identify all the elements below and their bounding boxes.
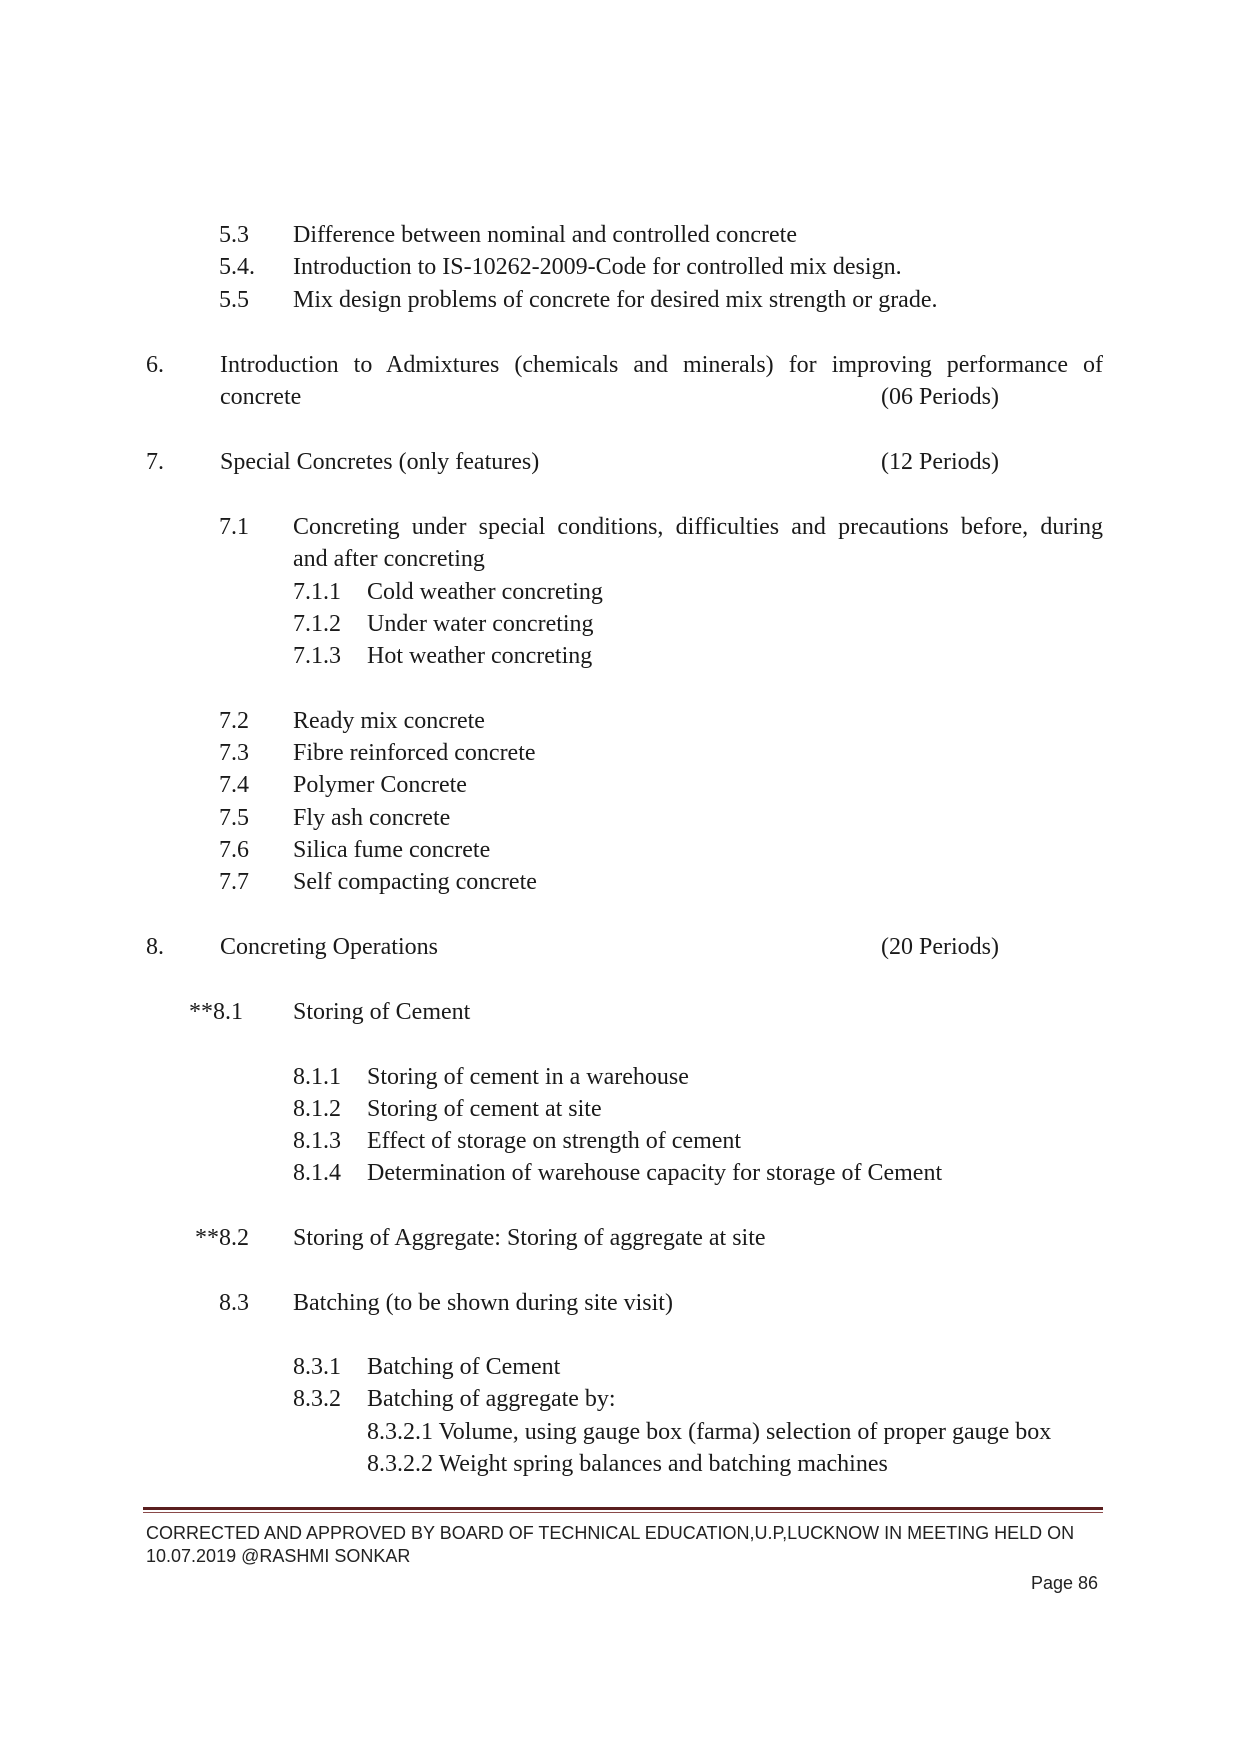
item-text: Fly ash concrete bbox=[293, 805, 451, 831]
subitem-number: 8.1.4 bbox=[293, 1160, 341, 1186]
section-number: 8. bbox=[146, 934, 164, 960]
item-number: 8.3 bbox=[219, 1290, 249, 1316]
item-number: **8.1 bbox=[189, 999, 243, 1025]
subitem-number: 8.1.1 bbox=[293, 1064, 341, 1090]
subitem-number: 7.1.2 bbox=[293, 611, 341, 637]
item-number: 7.2 bbox=[219, 708, 249, 734]
footer-approval-date: 10.07.2019 @RASHMI SONKAR bbox=[146, 1546, 411, 1566]
item-number: 7.4 bbox=[219, 772, 249, 798]
item-text: Batching (to be shown during site visit) bbox=[293, 1290, 673, 1316]
item-text: Concreting under special conditions, difficulties and precautions before, during bbox=[293, 514, 1103, 540]
footer-divider bbox=[143, 1507, 1103, 1510]
section-periods: (20 Periods) bbox=[881, 934, 999, 960]
item-text: Storing of Aggregate: Storing of aggregate at site bbox=[293, 1225, 766, 1251]
page-number: Page 86 bbox=[1031, 1573, 1099, 1593]
subitem-number: 8.1.2 bbox=[293, 1096, 341, 1122]
item-text: Polymer Concrete bbox=[293, 772, 467, 798]
subitem-text: Batching of aggregate by: bbox=[367, 1386, 616, 1412]
item-text: Self compacting concrete bbox=[293, 869, 537, 895]
subitem-number: 8.3.2 bbox=[293, 1386, 341, 1412]
subitem-number: 8.3.1 bbox=[293, 1354, 341, 1380]
item-number: 7.1 bbox=[219, 514, 249, 540]
subsubitem-text: 8.3.2.1 Volume, using gauge box (farma) selection of proper gauge box bbox=[367, 1419, 1052, 1445]
subitem-text: Hot weather concreting bbox=[367, 643, 593, 669]
section-heading: Introduction to Admixtures (chemicals and minerals) for improving performance of bbox=[220, 352, 1103, 378]
item-number: 5.3 bbox=[219, 222, 249, 248]
section-number: 7. bbox=[146, 449, 164, 475]
section-heading: Concreting Operations bbox=[220, 934, 438, 960]
section-periods: (06 Periods) bbox=[881, 384, 999, 410]
item-number: 5.5 bbox=[219, 287, 249, 313]
section-heading-continued: concrete bbox=[220, 384, 302, 410]
subitem-number: 7.1.1 bbox=[293, 579, 341, 605]
item-text: Mix design problems of concrete for desired mix strength or grade. bbox=[293, 287, 938, 313]
item-text: Introduction to IS-10262-2009-Code for controlled mix design. bbox=[293, 254, 902, 280]
footer-approval-line: CORRECTED AND APPROVED BY BOARD OF TECHNICAL EDUCATION,U.P,LUCKNOW IN MEETING HELD ON bbox=[146, 1523, 1075, 1543]
subitem-text: Under water concreting bbox=[367, 611, 594, 637]
section-heading: Special Concretes (only features) bbox=[220, 449, 540, 475]
section-periods: (12 Periods) bbox=[881, 449, 999, 475]
item-text: Ready mix concrete bbox=[293, 708, 485, 734]
subitem-text: Effect of storage on strength of cement bbox=[367, 1128, 742, 1154]
item-text: Difference between nominal and controlled concrete bbox=[293, 222, 797, 248]
item-number: 7.6 bbox=[219, 837, 249, 863]
item-text-continued: and after concreting bbox=[293, 546, 485, 572]
item-number: 7.7 bbox=[219, 869, 249, 895]
subitem-text: Cold weather concreting bbox=[367, 579, 603, 605]
subitem-number: 8.1.3 bbox=[293, 1128, 341, 1154]
item-number: 5.4. bbox=[219, 254, 255, 280]
item-number: 7.3 bbox=[219, 740, 249, 766]
item-text: Silica fume concrete bbox=[293, 837, 491, 863]
subitem-text: Storing of cement at site bbox=[367, 1096, 602, 1122]
subitem-text: Storing of cement in a warehouse bbox=[367, 1064, 689, 1090]
subsubitem-text: 8.3.2.2 Weight spring balances and batching machines bbox=[367, 1451, 888, 1477]
subitem-text: Batching of Cement bbox=[367, 1354, 561, 1380]
item-text: Fibre reinforced concrete bbox=[293, 740, 536, 766]
item-text: Storing of Cement bbox=[293, 999, 471, 1025]
footer-divider-thin bbox=[143, 1512, 1103, 1513]
subitem-text: Determination of warehouse capacity for storage of Cement bbox=[367, 1160, 943, 1186]
section-number: 6. bbox=[146, 352, 164, 378]
item-number: **8.2 bbox=[195, 1225, 249, 1251]
subitem-number: 7.1.3 bbox=[293, 643, 341, 669]
item-number: 7.5 bbox=[219, 805, 249, 831]
